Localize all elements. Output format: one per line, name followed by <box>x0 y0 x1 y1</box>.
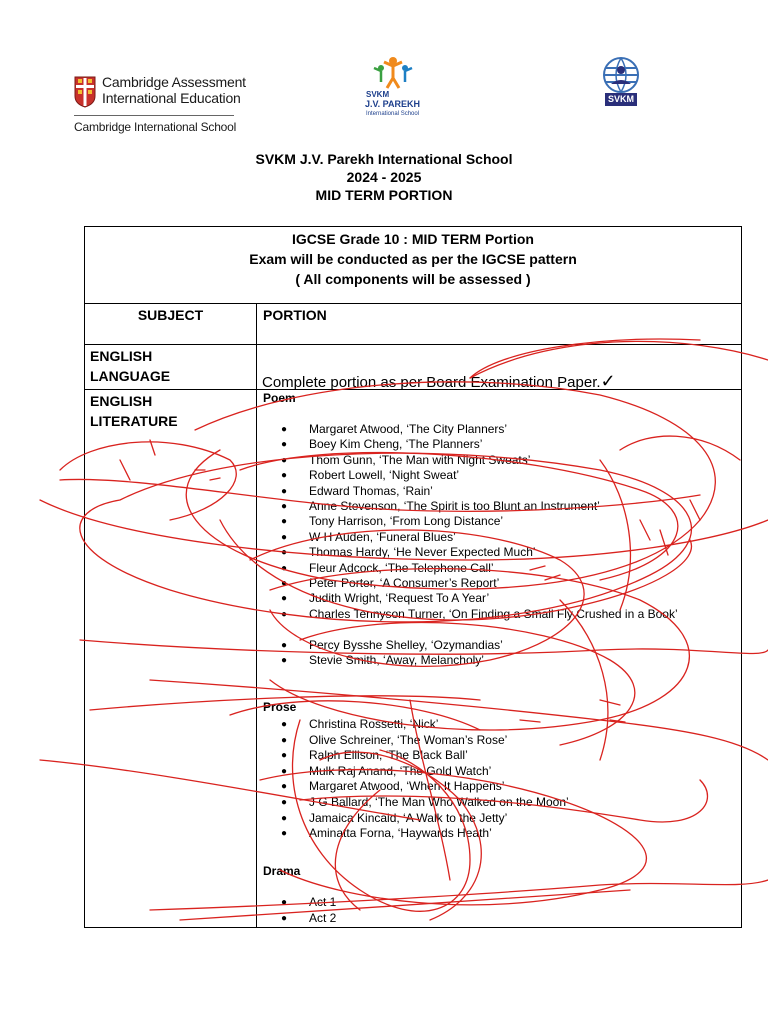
list-item-text: Margaret Atwood, ‘When It Happens’ <box>309 779 505 794</box>
english-language-portion-text: Complete portion as per Board Examination Paper. <box>262 374 601 391</box>
list-item-text: Fleur Adcock, ‘The Telephone Call’ <box>309 560 494 575</box>
jv-parekh-logo <box>362 56 424 122</box>
bullet-icon: ● <box>281 797 288 808</box>
list-item-text: Thom Gunn, ‘The Man with Night Sweats’ <box>309 452 531 467</box>
bullet-icon: ● <box>281 608 288 620</box>
table-heading-line2: Exam will be conducted as per the IGCSE pattern <box>249 251 577 267</box>
bullet-icon: ● <box>281 531 288 543</box>
portion-table <box>84 226 742 928</box>
list-item-text: Thomas Hardy, ‘He Never Expected Much’ <box>309 545 536 560</box>
svkm-globe-icon <box>597 56 645 96</box>
list-item-text: W H Auden, ‘Funeral Blues’ <box>309 529 456 544</box>
list-item-text: Ralph Ellison, ‘The Black Ball’ <box>309 748 468 763</box>
bullet-icon: ● <box>281 828 288 840</box>
row-divider <box>85 303 741 304</box>
bullet-icon: ● <box>281 812 288 824</box>
column-divider <box>256 303 257 927</box>
table-heading <box>85 229 741 289</box>
table-heading-line1: IGCSE Grade 10 : MID TERM Portion <box>292 231 534 247</box>
bullet-icon: ● <box>281 750 288 762</box>
document-title <box>0 150 768 204</box>
list-item-text: Judith Wright, ‘Request To A Year’ <box>309 591 490 606</box>
subject-english-literature: ENGLISH LITERATURE <box>90 393 178 429</box>
bullet-icon: ● <box>281 562 288 574</box>
bullet-icon: ● <box>281 655 288 666</box>
jvp-name-text: J.V. PAREKH <box>365 99 421 109</box>
list-item-text: Peter Porter, ‘A Consumer’s Report’ <box>309 576 500 590</box>
bullet-icon: ● <box>281 501 288 512</box>
list-item-text: Stevie Smith, ‘Away, Melancholy’ <box>309 653 484 667</box>
bullet-icon: ● <box>281 897 288 908</box>
bullet-icon: ● <box>281 912 288 924</box>
bullet-icon: ● <box>281 516 288 528</box>
list-item-text: Boey Kim Cheng, ‘The Planners’ <box>309 437 483 452</box>
bullet-icon: ● <box>281 470 288 482</box>
row-divider <box>85 344 741 345</box>
bullet-icon: ● <box>281 734 288 746</box>
bullet-icon: ● <box>281 454 288 466</box>
svkm-label: SVKM <box>605 93 637 106</box>
bullet-icon: ● <box>281 781 288 793</box>
bullet-icon: ● <box>281 578 288 589</box>
list-item-text: Act 1 <box>309 895 337 909</box>
table-heading-line3: ( All components will be assessed ) <box>295 271 531 287</box>
list-item-text: Olive Schreiner, ‘The Woman’s Rose’ <box>309 732 508 747</box>
cambridge-school-label: Cambridge International School <box>74 120 237 134</box>
jvp-figures-icon <box>370 56 416 90</box>
jvp-svkm-text: SVKM <box>366 90 390 99</box>
bullet-icon: ● <box>281 439 288 451</box>
bullet-icon: ● <box>281 593 288 605</box>
prose-heading: Prose <box>263 700 297 714</box>
bullet-icon: ● <box>281 765 288 777</box>
term-title: MID TERM PORTION <box>315 187 453 203</box>
drama-heading: Drama <box>263 864 301 878</box>
list-item-text: Edward Thomas, ‘Rain’ <box>309 483 433 498</box>
list-item-text: Tony Harrison, ‘From Long Distance’ <box>309 514 504 529</box>
check-mark-icon: ✓ <box>600 371 616 391</box>
english-language-portion <box>262 371 616 392</box>
bullet-icon: ● <box>281 547 288 559</box>
list-item-text: Margaret Atwood, ‘The City Planners’ <box>309 422 508 436</box>
list-item-text: Act 2 <box>309 910 337 925</box>
list-item-text: Jamaica Kincaid, ‘A Walk to the Jetty’ <box>309 810 508 825</box>
list-item-text: Percy Bysshe Shelley, ‘Ozymandias’ <box>309 637 503 652</box>
list-item-text: Anne Stevenson, ‘The Spirit is too Blunt an Instrument’ <box>309 499 600 513</box>
list-item-text: Charles Tennyson Turner, ‘On Finding a Small Fly Crushed in a Book’ <box>309 606 678 621</box>
cambridge-line2: International Education <box>102 90 241 106</box>
list-item-text: Christina Rossetti, ‘Nick’ <box>309 717 439 731</box>
list-item-text: Aminatta Forna, ‘Haywards Heath’ <box>309 826 492 841</box>
school-name: SVKM J.V. Parekh International School <box>255 151 513 167</box>
cambridge-shield-icon <box>74 76 96 108</box>
portion-column-header: PORTION <box>263 307 327 323</box>
bullet-icon: ● <box>281 719 288 730</box>
poem-heading: Poem <box>263 391 296 405</box>
list-item-text: Robert Lowell, ‘Night Sweat’ <box>309 468 460 483</box>
cambridge-divider <box>74 115 234 116</box>
bullet-icon: ● <box>281 485 288 497</box>
jvp-intl-text: International School <box>366 111 420 117</box>
subject-english-language: ENGLISH LANGUAGE <box>90 348 171 384</box>
svkm-logo <box>597 56 645 108</box>
subject-column-header: SUBJECT <box>137 307 204 323</box>
bullet-icon: ● <box>281 639 288 651</box>
cambridge-logo <box>74 74 244 136</box>
list-item-text: Mulk Raj Anand, ‘The Gold Watch’ <box>309 763 492 778</box>
bullet-icon: ● <box>281 424 288 435</box>
list-item-text: J G Ballard, ‘The Man Who Walked on the Moon’ <box>309 795 569 809</box>
cambridge-line1: Cambridge Assessment <box>102 74 246 90</box>
cambridge-name <box>102 74 246 106</box>
academic-year: 2024 - 2025 <box>346 169 422 185</box>
